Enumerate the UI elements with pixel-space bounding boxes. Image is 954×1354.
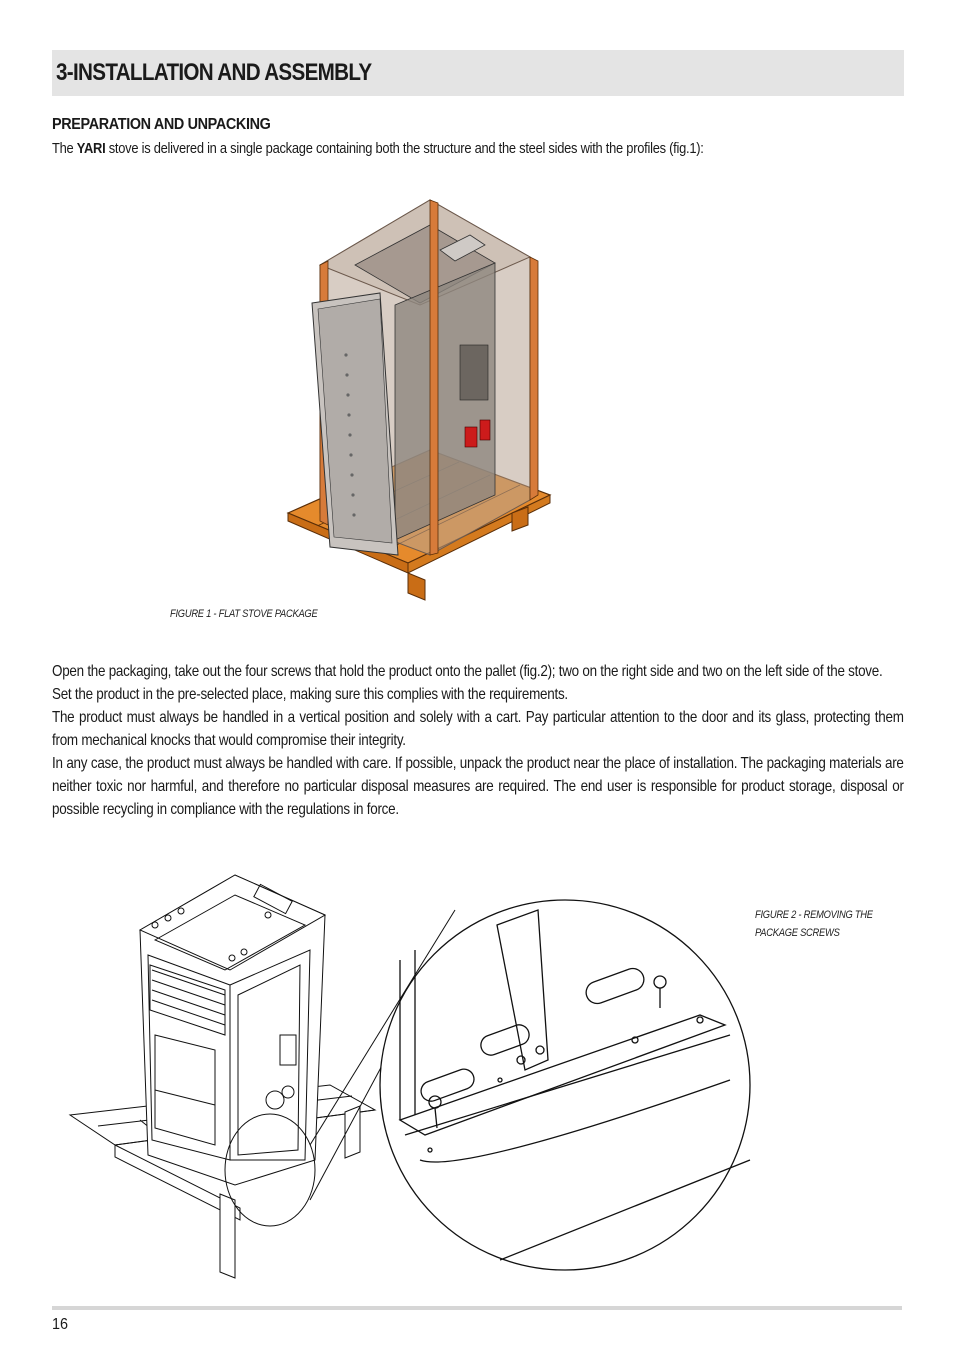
footer-rule xyxy=(52,1306,902,1310)
section-header xyxy=(52,50,904,96)
product-name: YARI xyxy=(76,140,106,157)
figure-1-flat-stove-package xyxy=(280,195,560,605)
section-title: 3-INSTALLATION AND ASSEMBLY xyxy=(56,59,372,86)
intro-after: stove is delivered in a single package containing both the structure and the steel sides with the profiles (fig.1): xyxy=(105,140,704,157)
figure-1-caption: FIGURE 1 - FLAT STOVE PACKAGE xyxy=(170,608,318,620)
page-number: 16 xyxy=(52,1316,69,1333)
paragraph-care: In any case, the product must always be handled with care. If possible, unpack the product near the place of installation. The packaging materials are neither toxic nor harmful, and therefore no particular disposal measures are required. The end user is responsible for product storage, disposal or possible recycling in compliance with the regulations in force. xyxy=(52,755,904,818)
paragraph-handling: The product must always be handled in a vertical position and solely with a cart. Pay particular attention to the door and its glass, protecting them from mechanical knocks that would compromise their integrity. xyxy=(52,709,904,749)
paragraph-open-packaging: Open the packaging, take out the four screws that hold the product onto the pallet (fig.2); two on the right side and two on the left side of the stove. xyxy=(52,663,883,680)
figure-2-caption-line-2: PACKAGE SCREWS xyxy=(755,927,840,939)
figure-2-caption-line-1: FIGURE 2 - REMOVING THE xyxy=(755,909,873,921)
intro-paragraph xyxy=(52,140,826,157)
figure-2-caption xyxy=(755,906,873,942)
paragraph-set-product: Set the product in the pre-selected place, making sure this complies with the requirements. xyxy=(52,686,568,703)
intro-before: The xyxy=(52,140,77,157)
body-text xyxy=(52,660,904,821)
figure-2-removing-package-screws xyxy=(60,860,760,1285)
subsection-title: PREPARATION AND UNPACKING xyxy=(52,116,271,133)
